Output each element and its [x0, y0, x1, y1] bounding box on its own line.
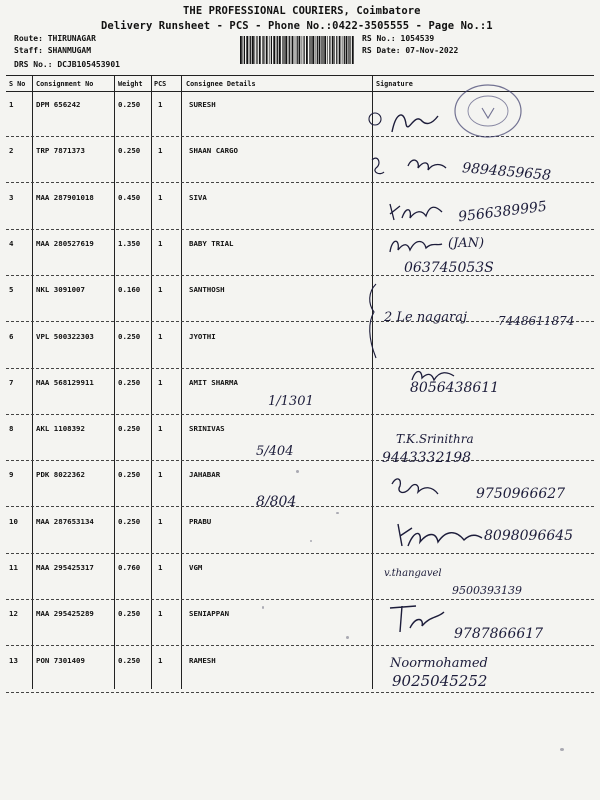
pcs-value: 1 [158, 100, 163, 109]
barcode-bar [322, 36, 323, 64]
row-separator [6, 368, 594, 369]
staff-label: Staff: SHANMUGAM [14, 46, 92, 55]
col-header-consignment: Consignment No [36, 80, 94, 88]
scan-noise [560, 748, 564, 751]
rs-date: RS Date: 07-Nov-2022 [362, 46, 459, 55]
weight-value: 0.250 [118, 377, 141, 387]
barcode-bar [306, 36, 308, 64]
scan-noise [262, 606, 264, 609]
consignment-number: MAA 295425289 [36, 609, 94, 619]
consignment-number: MAA 295425317 [36, 563, 94, 572]
handwritten-name: (JAN) [448, 236, 485, 251]
handwritten-phone: 9500393139 [452, 584, 522, 597]
serial-number: 11 [9, 563, 18, 572]
row-separator [6, 553, 594, 554]
barcode-bar [285, 36, 287, 64]
signature-9 [388, 474, 468, 502]
consignee-name: RAMESH [189, 655, 216, 665]
consignee-name: SENIAPPAN [189, 609, 230, 619]
consignee-name: SHAAN CARGO [189, 146, 238, 156]
serial-number: 9 [9, 470, 14, 480]
signature-1 [366, 106, 456, 142]
consignee-name: JAHABAR [189, 470, 221, 480]
consignee-name: VGM [189, 563, 203, 572]
serial-number: 1 [9, 100, 14, 109]
weight-value: 0.250 [118, 609, 141, 619]
barcode-bar [273, 36, 275, 64]
barcode-bar [344, 36, 345, 64]
col-header-consignee: Consignee Details [186, 80, 256, 88]
serial-number: 7 [9, 377, 14, 387]
serial-number: 2 [9, 146, 14, 156]
col-header-weight: Weight [118, 80, 143, 88]
barcode-bar [269, 36, 270, 64]
signature-12 [386, 602, 456, 636]
consignment-number: AKL 1108392 [36, 424, 85, 434]
col-header-pcs: PCS [154, 80, 167, 88]
barcode-bar [299, 36, 301, 64]
signature-3 [386, 196, 446, 226]
handwritten-phone: 9025045252 [392, 672, 488, 690]
consignment-number: MAA 287901018 [36, 192, 94, 202]
handwritten-phone: 9750966627 [476, 486, 566, 502]
row-separator [6, 645, 594, 646]
row-separator [6, 275, 594, 276]
scan-noise [310, 540, 312, 542]
signature-10 [394, 520, 484, 550]
consignee-name: SRINIVAS [189, 424, 225, 434]
consignment-number: MAA 280527619 [36, 238, 94, 248]
signature-4 [386, 232, 446, 258]
row-separator [6, 229, 594, 230]
handwritten-phone: 9894859658 [461, 160, 552, 184]
weight-value: 0.160 [118, 285, 141, 295]
runsheet-title: Delivery Runsheet - PCS - Phone No.:0422-3505555 - Page No.:1 [101, 20, 493, 32]
table-row [0, 231, 600, 277]
row-separator [6, 692, 594, 693]
barcode-bar [250, 36, 251, 64]
barcode-bar [346, 36, 348, 64]
consignment-number: DPM 656242 [36, 100, 81, 109]
barcode-bar [304, 36, 305, 64]
handwritten-phone: 8056438611 [410, 380, 500, 396]
barcode-bar [327, 36, 328, 64]
barcode-bar [271, 36, 272, 64]
barcode-bar [312, 36, 314, 64]
weight-value: 0.250 [118, 470, 141, 480]
barcode-bar [246, 36, 248, 64]
scan-noise [336, 512, 339, 514]
pcs-value: 1 [158, 424, 163, 434]
handwritten-phone: 9443332198 [382, 450, 472, 466]
barcode-bar [297, 36, 298, 64]
handwritten-phone: 9566389995 [457, 198, 548, 226]
table-row [0, 416, 600, 462]
barcode-bar [292, 36, 294, 64]
consignee-name: JYOTHI [189, 331, 216, 341]
weight-value: 0.250 [118, 146, 141, 156]
barcode-bar [295, 36, 296, 64]
pcs-value: 1 [158, 655, 163, 665]
pcs-value: 1 [158, 146, 163, 156]
barcode-bar [288, 36, 289, 64]
barcode-bar [302, 36, 303, 64]
serial-number: 13 [9, 655, 18, 665]
weight-value: 0.760 [118, 563, 141, 572]
serial-number: 12 [9, 609, 18, 619]
scan-noise [296, 470, 299, 473]
consignment-number: PDK 8022362 [36, 470, 85, 480]
handwritten-name: Noormohamed [390, 656, 488, 671]
barcode-bar [289, 36, 290, 64]
drs-number: DRS No.: DCJB105453901 [14, 60, 120, 69]
handwritten-note: 5/404 [256, 444, 294, 459]
barcode-bar [255, 36, 256, 64]
barcode-bar [334, 36, 335, 64]
barcode-bar [324, 36, 326, 64]
handwritten-phone: 8098096645 [484, 528, 574, 544]
consignment-number: MAA 287653134 [36, 516, 94, 526]
barcode-bar [342, 36, 343, 64]
consignee-name: SURESH [189, 100, 216, 109]
row-separator [6, 599, 594, 600]
handwritten-phone: 7448611874 [498, 314, 575, 328]
route-label: Route: THIRUNAGAR [14, 34, 96, 43]
pcs-value: 1 [158, 331, 163, 341]
col-header-sno: S No [9, 80, 26, 88]
consignment-number: TRP 7871373 [36, 146, 85, 156]
weight-value: 0.450 [118, 192, 141, 202]
barcode-bar [329, 36, 330, 64]
pcs-value: 1 [158, 516, 163, 526]
pcs-value: 1 [158, 470, 163, 480]
consignment-number: NKL 3091007 [36, 285, 85, 295]
serial-number: 3 [9, 192, 14, 202]
barcode-bar [243, 36, 244, 64]
weight-value: 0.250 [118, 516, 141, 526]
barcode-bar [240, 36, 242, 64]
barcode-bar [276, 36, 277, 64]
barcode-bar [310, 36, 311, 64]
barcode-bar [309, 36, 310, 64]
pcs-value: 1 [158, 192, 163, 202]
weight-value: 1.350 [118, 238, 141, 248]
serial-number: 6 [9, 331, 14, 341]
consignee-name: SIVA [189, 192, 207, 202]
pcs-value: 1 [158, 609, 163, 619]
barcode-bar [262, 36, 263, 64]
consignee-name: SANTHOSH [189, 285, 225, 295]
handwritten-name: v.thangavel [384, 568, 442, 579]
weight-value: 0.250 [118, 424, 141, 434]
consignment-number: PON 7301409 [36, 655, 85, 665]
signature-2 [368, 150, 448, 180]
consignee-name: BABY TRIAL [189, 238, 234, 248]
pcs-value: 1 [158, 285, 163, 295]
weight-value: 0.250 [118, 655, 141, 665]
table-row [0, 324, 600, 370]
barcode [240, 36, 356, 64]
rs-number: RS No.: 1054539 [362, 34, 435, 43]
serial-number: 4 [9, 238, 14, 248]
company-title: THE PROFESSIONAL COURIERS, Coimbatore [183, 5, 421, 17]
weight-value: 0.250 [118, 100, 141, 109]
row-separator [6, 182, 594, 183]
barcode-bar [259, 36, 261, 64]
consignment-number: VPL 500322303 [36, 331, 94, 341]
col-header-signature: Signature [376, 80, 413, 88]
handwritten-name: 2 Le nagaraj [384, 310, 468, 325]
pcs-value: 1 [158, 563, 163, 572]
row-separator [6, 506, 594, 507]
barcode-bar [315, 36, 316, 64]
barcode-bar [244, 36, 245, 64]
weight-value: 0.250 [118, 331, 141, 341]
consignment-number: MAA 568129911 [36, 377, 94, 387]
table-row [0, 648, 600, 694]
barcode-bar [352, 36, 354, 64]
pcs-value: 1 [158, 238, 163, 248]
barcode-bar [319, 36, 321, 64]
barcode-bar [336, 36, 337, 64]
barcode-bar [249, 36, 250, 64]
barcode-bar [317, 36, 318, 64]
table-top-rule [6, 75, 594, 76]
serial-number: 5 [9, 285, 14, 295]
barcode-bar [277, 36, 278, 64]
barcode-bar [339, 36, 341, 64]
scan-noise [346, 636, 349, 639]
barcode-bar [256, 36, 257, 64]
handwritten-name: T.K.Srinithra [396, 432, 474, 446]
margin-bracket [364, 282, 380, 362]
consignee-name: AMIT SHARMA [189, 377, 238, 387]
barcode-bar [283, 36, 284, 64]
barcode-bar [263, 36, 264, 64]
barcode-bar [252, 36, 254, 64]
serial-number: 10 [9, 516, 18, 526]
row-separator [6, 414, 594, 415]
row-separator [6, 460, 594, 461]
consignee-name: PRABU [189, 516, 212, 526]
barcode-bar [321, 36, 322, 64]
handwritten-note: 8/804 [256, 494, 297, 510]
barcode-bar [282, 36, 283, 64]
barcode-bar [266, 36, 268, 64]
barcode-bar [332, 36, 334, 64]
pcs-value: 1 [158, 377, 163, 387]
serial-number: 8 [9, 424, 14, 434]
company-stamp [452, 82, 524, 140]
barcode-bar [349, 36, 350, 64]
handwritten-phone: 063745053S [404, 260, 494, 276]
barcode-bar [348, 36, 349, 64]
handwritten-note: 1/1301 [268, 394, 314, 409]
barcode-bar [279, 36, 281, 64]
handwritten-phone: 9787866617 [454, 626, 544, 642]
